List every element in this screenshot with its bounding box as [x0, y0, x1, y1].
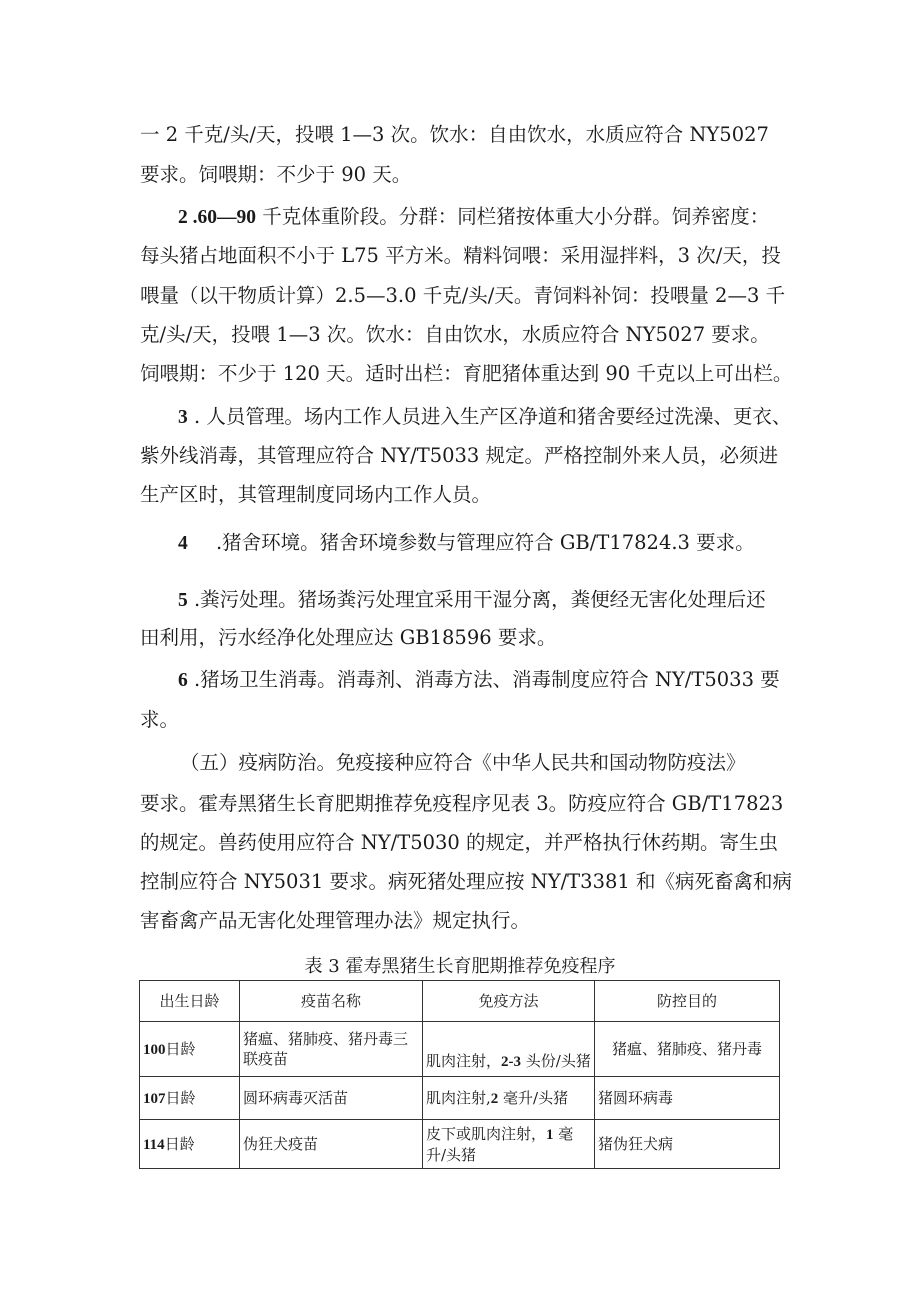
age-number: 100	[143, 1041, 166, 1058]
p3-line3: 生产区时，其管理制度同场内工作人员。	[140, 483, 492, 506]
p2-line4: 克/头/天，投喂 1—3 次。饮水：自由饮水，水质应符合 NY5027 要求。	[140, 323, 770, 346]
method-unit: 毫升/头猪	[498, 1088, 569, 1107]
method-text: 皮下或肌肉注射，	[426, 1124, 547, 1143]
p5-number: 5	[178, 590, 188, 611]
p5-line2: 田利用，污水经净化处理应达 GB18596 要求。	[140, 626, 557, 649]
age-number: 107	[143, 1090, 166, 1107]
table-row	[140, 1022, 780, 1077]
p6-line2: 求。	[140, 708, 180, 731]
age-cell	[140, 1120, 240, 1169]
method-cell	[423, 1120, 595, 1169]
immunization-table	[139, 980, 780, 1169]
method-text: 肌肉注射,	[426, 1088, 491, 1107]
p7-line1: （五）疫病防治。免疫接种应符合《中华人民共和国动物防疫法》	[180, 751, 746, 774]
p1-line2: 要求。饲喂期：不少于 90 天。	[140, 163, 412, 186]
p3-line2: 紫外线消毒，其管理应符合 NY/T5033 规定。严格控制外来人员，必须进	[140, 444, 779, 467]
p4-number: 4	[178, 533, 188, 554]
table-caption: 表 3 霍寿黑猪生长育肥期推荐免疫程序	[304, 956, 616, 977]
p2-line3: 喂量（以干物质计算）2.5—3.0 千克/头/天。青饲料补饲：投喂量 2—3 千	[140, 284, 786, 307]
p6-line1-text: .猪场卫生消毒。消毒剂、消毒方法、消毒制度应符合 NY/T5033 要	[187, 668, 780, 691]
p2-line1-text: 千克体重阶段。分群：同栏猪按体重大小分群。饲养密度：	[256, 205, 770, 228]
p7-line3: 的规定。兽药使用应符合 NY/T5030 的规定，并严格执行休药期。寄生虫	[140, 831, 779, 854]
age-unit: 日龄	[164, 1134, 195, 1153]
p7-line5: 害畜禽产品无害化处理管理办法》规定执行。	[140, 909, 531, 932]
header-vaccine: 疫苗名称	[240, 981, 423, 1022]
method-dose: 2	[490, 1090, 499, 1107]
header-method: 免疫方法	[423, 981, 595, 1022]
table-row	[140, 1120, 780, 1169]
p3-number: 3	[178, 407, 188, 428]
p6-number: 6	[178, 670, 188, 691]
method-cell	[423, 1077, 595, 1120]
method-cell	[423, 1022, 595, 1077]
method-unit: 头份/头猪	[521, 1052, 591, 1070]
purpose-cell: 猪瘟、猪肺疫、猪丹毒	[595, 1022, 780, 1077]
method-unit: 毫升/头猪	[426, 1124, 574, 1164]
p4-line1-text: .猪舍环境。猪舍环境参数与管理应符合 GB/T17824.3 要求。	[209, 531, 755, 554]
method-dose: 2-3	[501, 1054, 522, 1070]
p4-line1	[178, 530, 755, 557]
header-purpose: 防控目的	[595, 981, 780, 1022]
p7-line4: 控制应符合 NY5031 要求。病死猪处理应按 NY/T3381 和《病死畜禽和病	[140, 870, 792, 893]
vaccine-cell: 圆环病毒灭活苗	[240, 1077, 423, 1120]
age-cell	[140, 1022, 240, 1077]
p3-line1	[178, 404, 791, 431]
age-number: 114	[143, 1136, 165, 1153]
purpose-cell: 猪圆环病毒	[595, 1077, 780, 1120]
p7-line2: 要求。霍寿黑猪生长育肥期推荐免疫程序见表 3。防疫应符合 GB/T17823	[140, 792, 784, 815]
vaccine-cell: 伪狂犬疫苗	[240, 1120, 423, 1169]
p3-line1-text: . 人员管理。场内工作人员进入生产区净道和猪舍要经过洗澡、更衣、	[187, 405, 792, 428]
purpose-cell: 猪伪狂犬病	[595, 1120, 780, 1169]
method-dose: 1	[546, 1126, 554, 1143]
p2-line5: 饲喂期：不少于 120 天。适时出栏：育肥猪体重达到 90 千克以上可出栏。	[140, 362, 793, 385]
p2-line2: 每头猪占地面积不小于 L75 平方米。精料饲喂：采用湿拌料，3 次/天，投	[140, 244, 781, 267]
p2-line1	[178, 204, 769, 231]
p5-line1-text: .粪污处理。猪场粪污处理宜采用干湿分离，粪便经无害化处理后还	[187, 588, 766, 611]
p2-number: 2 .60—90	[178, 207, 256, 228]
p1-line1: 一 2 千克/头/天，投喂 1—3 次。饮水：自由饮水，水质应符合 NY5027	[140, 123, 769, 146]
age-unit: 日龄	[165, 1039, 196, 1058]
table-row	[140, 1077, 780, 1120]
age-cell	[140, 1077, 240, 1120]
header-age: 出生日龄	[140, 981, 240, 1022]
method-text: 肌肉注射，	[426, 1052, 502, 1070]
p6-line1	[178, 667, 780, 694]
vaccine-cell: 猪瘟、猪肺疫、猪丹毒三联疫苗	[240, 1022, 423, 1077]
age-unit: 日龄	[165, 1088, 196, 1107]
table-header-row	[140, 981, 780, 1022]
p5-line1	[178, 587, 766, 614]
